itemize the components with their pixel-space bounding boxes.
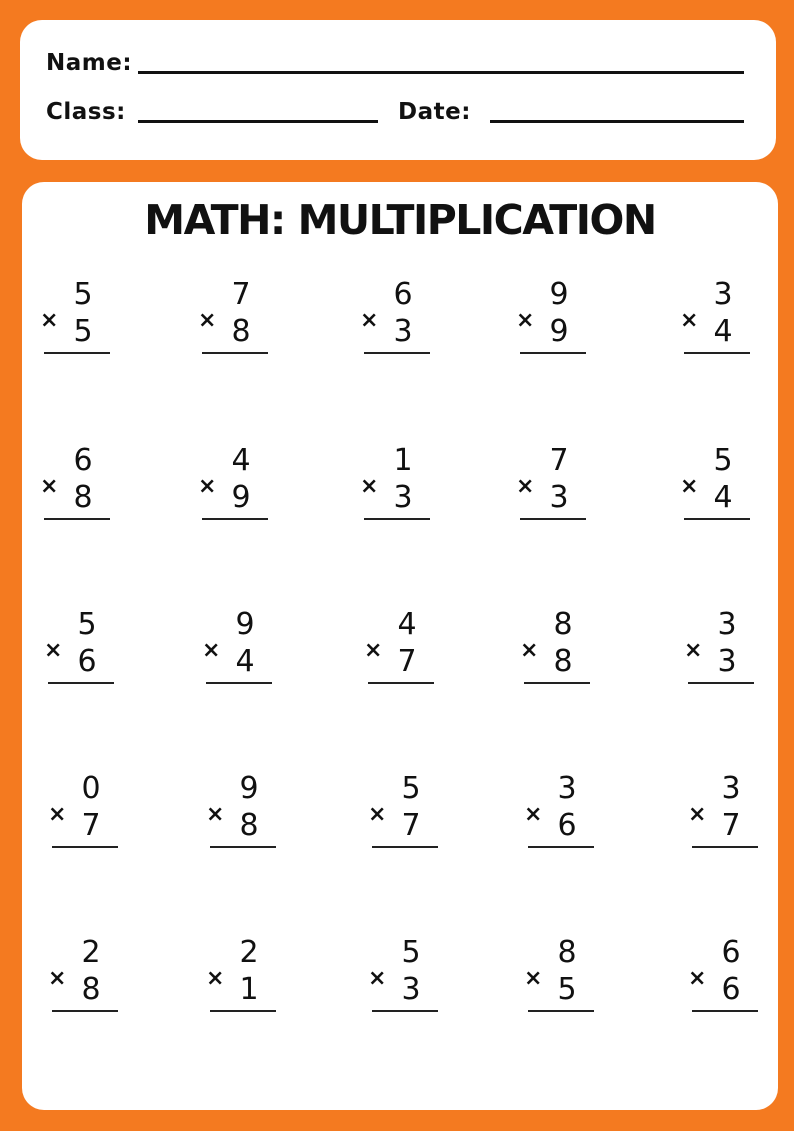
- multiplicand: 5: [401, 935, 421, 970]
- multiplier: 8: [73, 480, 93, 515]
- problem-item: [44, 607, 118, 690]
- answer-line[interactable]: [368, 682, 434, 684]
- header-card: [20, 20, 776, 160]
- multiplicand: 3: [557, 771, 577, 806]
- problem-item: [524, 935, 598, 1018]
- answer-line[interactable]: [210, 1010, 276, 1012]
- times-icon: ×: [48, 802, 67, 827]
- multiplicand: 4: [231, 443, 251, 478]
- multiplier: 6: [77, 644, 97, 679]
- problem-item: [688, 771, 762, 854]
- answer-line[interactable]: [202, 518, 268, 520]
- times-icon: ×: [360, 308, 379, 333]
- times-icon: ×: [40, 308, 59, 333]
- multiplier: 9: [549, 314, 569, 349]
- times-icon: ×: [688, 966, 707, 991]
- problem-item: [40, 443, 114, 526]
- multiplier: 7: [81, 808, 101, 843]
- problem-item: [368, 771, 442, 854]
- answer-line[interactable]: [372, 846, 438, 848]
- times-icon: ×: [198, 308, 217, 333]
- times-icon: ×: [368, 802, 387, 827]
- multiplier: 4: [713, 314, 733, 349]
- problem-item: [360, 277, 434, 360]
- times-icon: ×: [206, 802, 225, 827]
- problem-item: [680, 277, 754, 360]
- problem-item: [198, 277, 272, 360]
- answer-line[interactable]: [688, 682, 754, 684]
- multiplicand: 3: [721, 771, 741, 806]
- answer-line[interactable]: [52, 846, 118, 848]
- answer-line[interactable]: [684, 518, 750, 520]
- problem-item: [48, 935, 122, 1018]
- class-field[interactable]: [138, 120, 378, 123]
- answer-line[interactable]: [206, 682, 272, 684]
- multiplier: 8: [231, 314, 251, 349]
- multiplicand: 3: [717, 607, 737, 642]
- problem-item: [516, 443, 590, 526]
- times-icon: ×: [524, 802, 543, 827]
- times-icon: ×: [516, 308, 535, 333]
- times-icon: ×: [198, 474, 217, 499]
- problem-item: [368, 935, 442, 1018]
- multiplier: 4: [713, 480, 733, 515]
- date-field[interactable]: [490, 120, 744, 123]
- multiplier: 8: [81, 972, 101, 1007]
- multiplier: 6: [557, 808, 577, 843]
- multiplier: 7: [397, 644, 417, 679]
- times-icon: ×: [40, 474, 59, 499]
- class-label: Class:: [46, 99, 126, 125]
- times-icon: ×: [48, 966, 67, 991]
- answer-line[interactable]: [372, 1010, 438, 1012]
- multiplicand: 5: [73, 277, 93, 312]
- times-icon: ×: [44, 638, 63, 663]
- multiplicand: 7: [231, 277, 251, 312]
- answer-line[interactable]: [684, 352, 750, 354]
- multiplicand: 9: [239, 771, 259, 806]
- multiplier: 4: [235, 644, 255, 679]
- multiplicand: 6: [393, 277, 413, 312]
- times-icon: ×: [520, 638, 539, 663]
- multiplier: 5: [557, 972, 577, 1007]
- multiplier: 6: [721, 972, 741, 1007]
- answer-line[interactable]: [364, 352, 430, 354]
- answer-line[interactable]: [692, 846, 758, 848]
- problem-item: [520, 607, 594, 690]
- name-label: Name:: [46, 50, 133, 76]
- multiplier: 8: [239, 808, 259, 843]
- multiplicand: 0: [81, 771, 101, 806]
- answer-line[interactable]: [520, 352, 586, 354]
- multiplier: 1: [239, 972, 259, 1007]
- times-icon: ×: [206, 966, 225, 991]
- multiplier: 7: [721, 808, 741, 843]
- answer-line[interactable]: [48, 682, 114, 684]
- answer-line[interactable]: [692, 1010, 758, 1012]
- multiplicand: 9: [235, 607, 255, 642]
- multiplicand: 7: [549, 443, 569, 478]
- problem-item: [364, 607, 438, 690]
- multiplicand: 8: [557, 935, 577, 970]
- multiplicand: 8: [553, 607, 573, 642]
- answer-line[interactable]: [44, 352, 110, 354]
- times-icon: ×: [360, 474, 379, 499]
- problem-item: [360, 443, 434, 526]
- multiplicand: 5: [77, 607, 97, 642]
- problem-item: [524, 771, 598, 854]
- multiplicand: 2: [239, 935, 259, 970]
- problem-item: [688, 935, 762, 1018]
- times-icon: ×: [516, 474, 535, 499]
- worksheet-title: MATH: MULTIPLICATION: [144, 196, 656, 244]
- answer-line[interactable]: [524, 682, 590, 684]
- multiplier: 9: [231, 480, 251, 515]
- multiplier: 5: [73, 314, 93, 349]
- multiplicand: 2: [81, 935, 101, 970]
- answer-line[interactable]: [44, 518, 110, 520]
- problem-item: [198, 443, 272, 526]
- answer-line[interactable]: [52, 1010, 118, 1012]
- times-icon: ×: [688, 802, 707, 827]
- multiplier: 3: [717, 644, 737, 679]
- answer-line[interactable]: [528, 1010, 594, 1012]
- multiplier: 7: [401, 808, 421, 843]
- problem-item: [206, 935, 280, 1018]
- multiplicand: 4: [397, 607, 417, 642]
- answer-line[interactable]: [202, 352, 268, 354]
- multiplier: 3: [393, 480, 413, 515]
- times-icon: ×: [524, 966, 543, 991]
- problem-item: [40, 277, 114, 360]
- answer-line[interactable]: [528, 846, 594, 848]
- worksheet-card: [22, 182, 778, 1110]
- multiplicand: 6: [73, 443, 93, 478]
- multiplier: 8: [553, 644, 573, 679]
- multiplicand: 9: [549, 277, 569, 312]
- multiplicand: 5: [401, 771, 421, 806]
- multiplicand: 6: [721, 935, 741, 970]
- answer-line[interactable]: [364, 518, 430, 520]
- answer-line[interactable]: [520, 518, 586, 520]
- problem-item: [206, 771, 280, 854]
- problem-item: [516, 277, 590, 360]
- problem-item: [202, 607, 276, 690]
- multiplier: 3: [401, 972, 421, 1007]
- answer-line[interactable]: [210, 846, 276, 848]
- multiplier: 3: [393, 314, 413, 349]
- times-icon: ×: [368, 966, 387, 991]
- multiplier: 3: [549, 480, 569, 515]
- times-icon: ×: [680, 474, 699, 499]
- problem-item: [48, 771, 122, 854]
- problem-item: [684, 607, 758, 690]
- times-icon: ×: [202, 638, 221, 663]
- multiplicand: 5: [713, 443, 733, 478]
- problem-item: [680, 443, 754, 526]
- times-icon: ×: [684, 638, 703, 663]
- date-label: Date:: [398, 99, 471, 125]
- times-icon: ×: [680, 308, 699, 333]
- multiplicand: 1: [393, 443, 413, 478]
- multiplicand: 3: [713, 277, 733, 312]
- name-field[interactable]: [138, 71, 744, 74]
- times-icon: ×: [364, 638, 383, 663]
